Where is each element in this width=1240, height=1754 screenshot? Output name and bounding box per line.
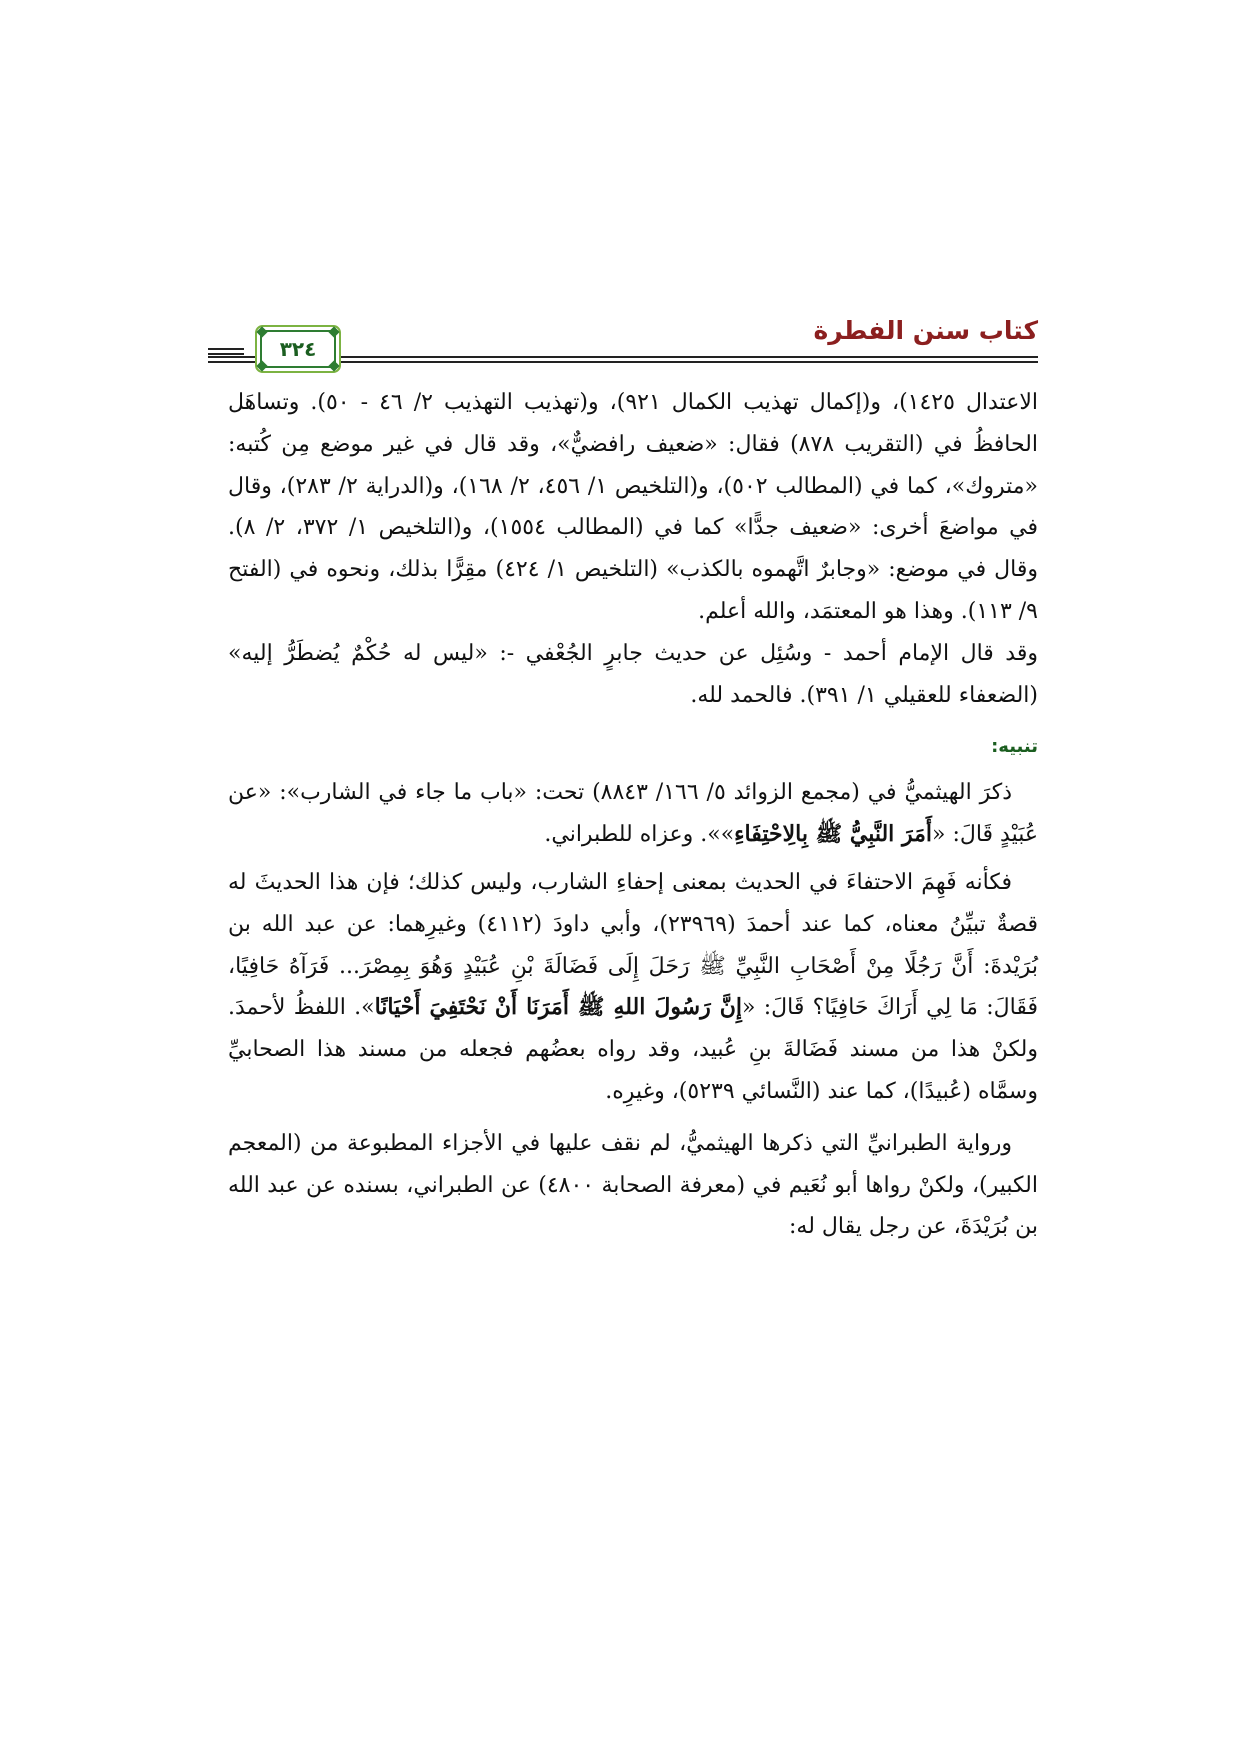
note-paragraph — [228, 862, 1038, 1113]
ornament-corner-icon — [256, 326, 267, 337]
footnote-paragraph: وقد قال الإمام أحمد - وسُئِل عن حديث جابرٍ الجُعْفي -: «ليس له حُكْمٌ يُضطَرُّ إليه» (الضعفاء للعقيلي ١/ ٣٩١). فالحمد لله. — [228, 640, 1038, 708]
page-body — [228, 382, 1038, 1248]
note-heading: تنبيه: — [991, 736, 1038, 758]
note-paragraph — [228, 772, 1038, 856]
hadith-quote: إِنَّ رَسُولَ اللهِ ﷺ أَمَرَنَا أَنْ نَحْتَفِيَ أَحْيَانًا — [374, 994, 742, 1021]
ornament-corner-icon — [328, 326, 339, 337]
page-number: ٣٢٤ — [279, 337, 317, 361]
book-title: كتاب سنن الفطرة — [813, 316, 1038, 345]
page-header — [208, 312, 1038, 368]
page-number-badge — [260, 330, 336, 368]
text-run: »». وعزاه للطبراني. — [544, 822, 735, 848]
footnote-paragraph: الاعتدال ١٤٢٥)، و(إكمال تهذيب الكمال ٩٢١)، و(تهذيب التهذيب ٢/ ٤٦ - ٥٠). وتساهَل الحافظُ في (التقريب ٨٧٨) فقال: «ضعيف رافضيٌّ»، وقد قال في غير موضع مِن كُتبه: «متروك»، كما في (المطالب ٥٠٢)، و(التلخيص ١/ ٤٥٦، ٢/ ١٦٨)، و(الدراية ٢/ ٢٨٣)، وقال في مواضعَ أخرى: «ضعيف جدًّا» كما في (المطالب ١٥٥٤)، و(التلخيص ١/ ٣٧٢، ٢/ ٨). وقال في موضع: «وجابرٌ اتَّهموه بالكذب» (التلخيص ١/ ٤٢٤) مقِرًّا بذلك، ونحوه في (الفتح ٩/ ١١٣). وهذا هو المعتمَد، والله أعلم. — [228, 390, 1039, 624]
note-paragraph: ورواية الطبرانيِّ التي ذكرها الهيثميُّ، لم نقف عليها في الأجزاء المطبوعة من (المعجم الكبير)، ولكنْ رواها أبو نُعَيم في (معرفة الصحابة ٤٨٠٠) عن الطبراني، بسنده عن عبد الله بن بُرَيْدَةَ، عن رجل يقال له: — [228, 1130, 1039, 1240]
hadith-quote: أَمَرَ النَّبِيُّ ﷺ بِالِاحْتِفَاءِ — [734, 821, 932, 848]
header-rule-left — [208, 348, 244, 355]
text-run: ذكرَ الهيثميُّ في (مجمع الزوائد ٥/ ١٦٦/ ٨٨٤٣) تحت: «باب ما جاء في الشارب»: «عن عُبَيْدٍ قَالَ: « — [228, 780, 1038, 848]
text-run: ». اللفظُ لأحمدَ. ولكنْ هذا من مسند فَضَالةَ بنِ عُبيد، وقد رواه بعضُهم فجعله من مسند هذا الصحابيِّ وسمَّاه (عُبيدًا)، كما عند (النَّسائي ٥٢٣٩)، وغيرِه. — [228, 995, 1038, 1104]
text-run: فكأنه فَهِمَ الاحتفاءَ في الحديث بمعنى إحفاءِ الشارب، وليس كذلك؛ فإن هذا الحديثَ له قصةٌ تبيِّنُ معناه، كما عند أحمدَ (٢٣٩٦٩)، وأبي داودَ (٤١١٢) وغيرِهما: عن عبد الله بن بُرَيْدةَ: أَنَّ رَجُلًا مِنْ أَصْحَابِ النَّبِيِّ ﷺ رَحَلَ إِلَى فَضَالَةَ بْنِ عُبَيْدٍ وَهُوَ بِمِصْرَ... فَرَآهُ حَافِيًا، فَقَالَ: مَا لِي أَرَاكَ حَافِيًا؟ قَالَ: « — [228, 869, 1038, 1021]
